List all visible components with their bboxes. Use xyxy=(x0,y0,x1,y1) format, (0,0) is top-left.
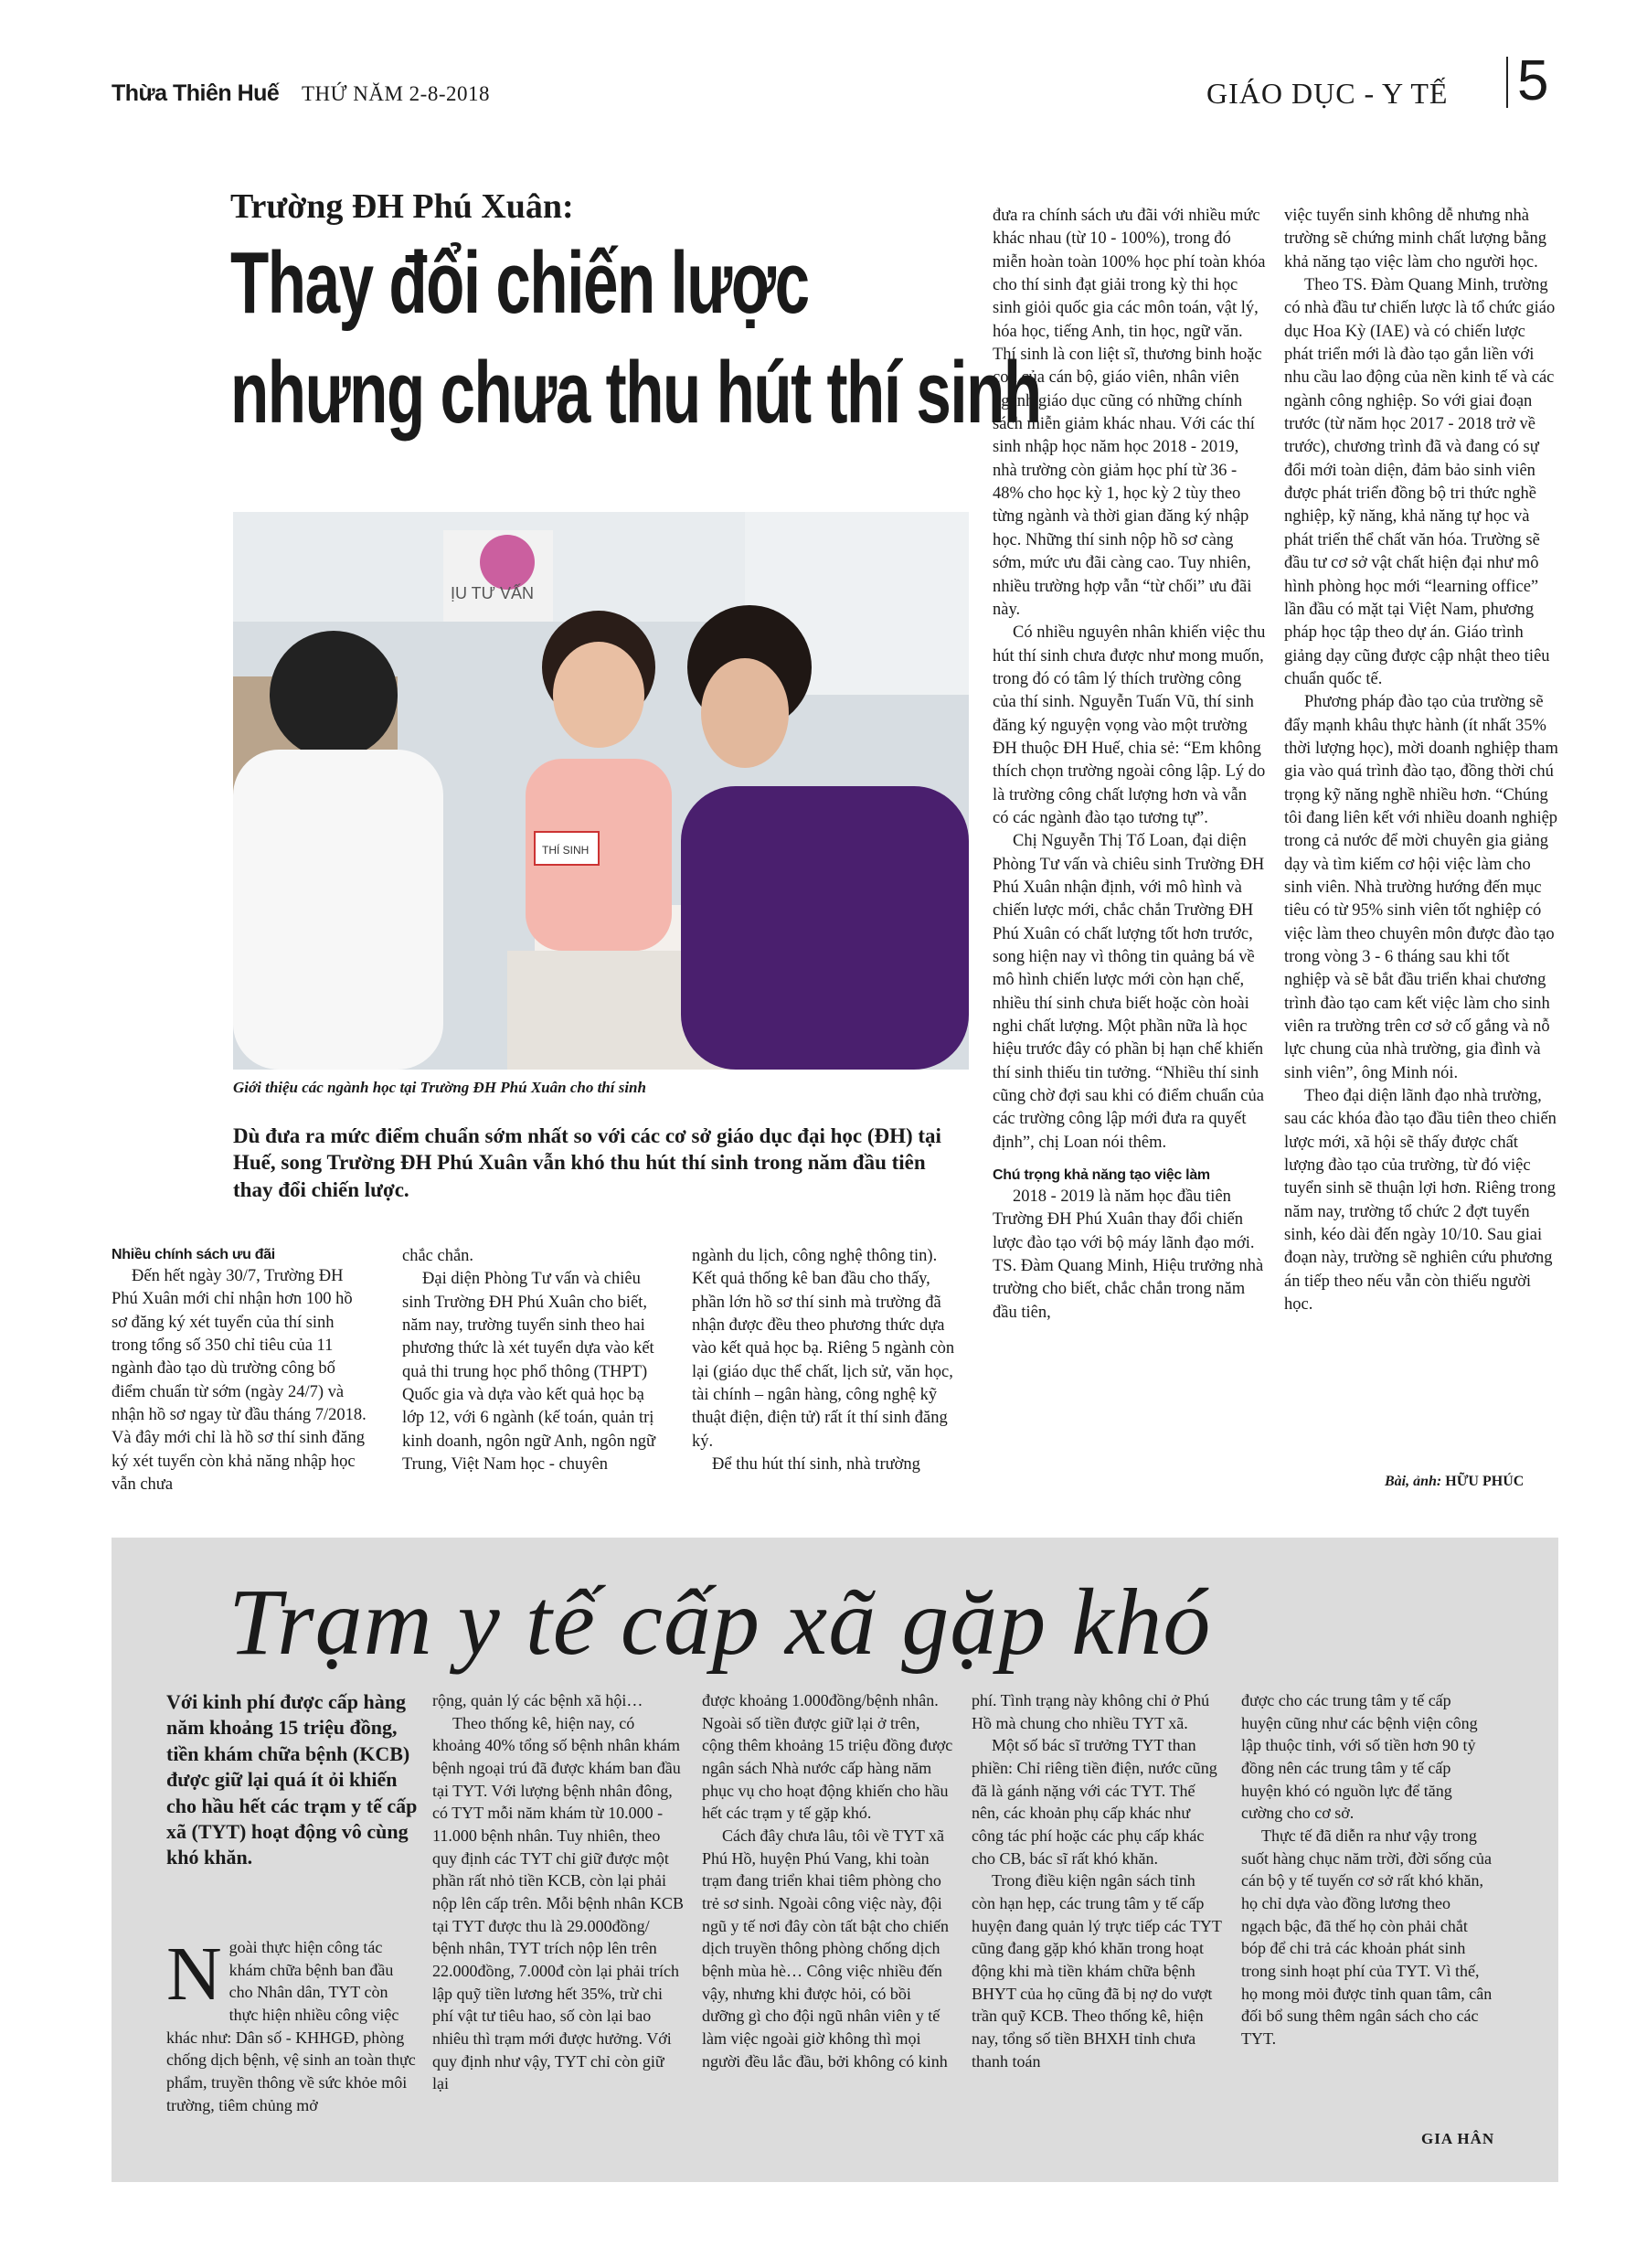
paragraph: Đại diện Phòng Tư vấn và chiêu sinh Trường ĐH Phú Xuân cho biết, năm nay, trường tuyển sinh theo hai phương thức là xét tuyển dựa vào kết quả thi trung học phổ thông (THPT) Quốc gia và dựa vào kết quả học bạ lớp 12, với 6 ngành (kế toán, quản trị kinh doanh, ngôn ngữ Anh, ngôn ngữ Trung, Việt Nam học - chuyên xyxy=(402,1270,655,1475)
article2-title: Trạm y tế cấp xã gặp khó xyxy=(228,1570,1212,1675)
photo-sign-text: THÍ SINH xyxy=(542,844,590,857)
article-lead: Dù đưa ra mức điểm chuẩn sớm nhất so với các cơ sở giáo dục đại học (ĐH) tại Huế, song Trường ĐH Phú Xuân vẫn khó thu hút thí sinh trong năm đầu tiên thay đổi chiến lược. xyxy=(233,1124,941,1201)
byline-author: HỮU PHÚC xyxy=(1445,1474,1525,1489)
article-kicker: Trường ĐH Phú Xuân: xyxy=(230,187,574,226)
paragraph: Đến hết ngày 30/7, Trường ĐH Phú Xuân mới chỉ nhận hơn 100 hồ sơ đăng ký xét tuyển của thí sinh trong tổng số 350 chỉ tiêu của 11 ngành đào tạo dù trường công bố điểm chuẩn từ sớm (ngày 24/7) và nhận hồ sơ ngay từ đầu tháng 7/2018. Và đây mới chỉ là hồ sơ thí sinh đăng ký xét tuyển còn khả năng nhập học vẫn chưa xyxy=(112,1266,367,1494)
paragraph: chắc chắn. xyxy=(402,1247,474,1265)
article2-column-4 xyxy=(972,1689,1223,2072)
issue-date: THỨ NĂM 2-8-2018 xyxy=(302,82,490,105)
paragraph: việc tuyển sinh không dễ nhưng nhà trường sẽ chứng minh chất lượng bằng khả năng tạo việc làm cho người học. xyxy=(1284,207,1547,272)
article2-column-2 xyxy=(432,1689,684,2095)
article-photo xyxy=(233,512,969,1070)
newspaper-name: Thừa Thiên Huế xyxy=(112,80,280,106)
byline-label: Bài, ảnh: xyxy=(1385,1474,1442,1489)
article2-lead: Với kinh phí được cấp hàng năm khoảng 15 triệu đồng, tiền khám chữa bệnh (KCB) được giữ lại quá ít ỏi khiến cho hầu hết các trạm y tế cấp xã (TYT) hoạt động vô cùng khó khăn. xyxy=(166,1690,418,1869)
article2-column-5 xyxy=(1241,1689,1493,2050)
paragraph: Theo thống kê, hiện nay, có khoảng 40% tổng số bệnh nhân khám bệnh ngoại trú đã được khám ban đầu tại TYT. Với lượng bệnh nhân đông, có TYT mỗi năm khám từ 10.000 - 11.000 bệnh nhân. Tuy nhiên, theo quy định các TYT chỉ giữ được một phần rất nhỏ tiền KCB, còn lại phải nộp lên cấp trên. Mỗi bệnh nhân KCB tại TYT được thu là 29.000đồng/ bệnh nhân, TYT trích nộp lên trên 22.000đồng, 7.000đ còn lại phải trích lập quỹ tiền lương hết 35%, trừ chi phí vật tư tiêu hao, số còn lại bao nhiêu thì trạm mới được hưởng. Với quy định như vậy, TYT chỉ còn giữ lại xyxy=(432,1713,684,2093)
paragraph: rộng, quản lý các bệnh xã hội… xyxy=(432,1691,643,1709)
paragraph: được khoảng 1.000đồng/bệnh nhân. Ngoài số tiền được giữ lại ở trên, cộng thêm khoảng 15 triệu đồng được ngân sách Nhà nước cấp hàng năm phục vụ cho hoạt động khiến cho hầu hết các trạm y tế gặp khó. xyxy=(702,1691,953,1823)
paragraph: Để thu hút thí sinh, nhà trường xyxy=(712,1455,920,1475)
section-title: GIÁO DỤC - Y TẾ xyxy=(1206,77,1449,110)
paragraph: goài thực hiện công tác khám chữa bệnh ban đầu cho Nhân dân, TYT còn thực hiện nhiều công việc khác như: Dân số - KHHGĐ, phòng chống dịch bệnh, vệ sinh an toàn thực phẩm, truyền thông về sức khỏe môi trường, tiêm chủng mở xyxy=(166,1938,416,2114)
article1-column-5 xyxy=(1284,205,1558,1317)
paragraph: ngành du lịch, công nghệ thông tin). Kết quả thống kê ban đầu cho thấy, phần lớn hồ sơ thí sinh mà trường đã nhận được đều theo phương thức dựa vào kết quả học bạ. Riêng 5 ngành còn lại (giáo dục thể chất, lịch sử, văn học, tài chính – ngân hàng, công nghệ kỹ thuật điện, điện tử) rất ít thí sinh đăng ký. xyxy=(692,1247,955,1451)
photo-caption: Giới thiệu các ngành học tại Trường ĐH Phú Xuân cho thí sinh xyxy=(233,1079,646,1096)
paragraph: được cho các trung tâm y tế cấp huyện cũng như các bệnh viện công lập thuộc tỉnh, với số tiền hơn 90 tỷ đồng nên các trung tâm y tế cấp huyện khó có nguồn lực để tăng cường cho cơ sở. xyxy=(1241,1691,1478,1823)
paragraph: Theo TS. Đàm Quang Minh, trường có nhà đầu tư chiến lược là tổ chức giáo dục Hoa Kỳ (IAE) và có chiến lược phát triển mới là đào tạo gắn liền với nhu cầu lao động của nền kinh tế và các ngành công nghiệp. So với giai đoạn trước (từ năm học 2017 - 2018 trở về trước), chương trình đã và đang có sự đổi mới toàn diện, đảm bảo sinh viên được phát triển đồng bộ tri thức nghề nghiệp, kỹ năng, khả năng tự học và phát triển thể chất văn hóa. Trường sẽ đầu tư cơ sở vật chất hiện đại như mô hình phòng học mới “learning office” lần đầu có mặt tại Việt Nam, phương pháp học tập theo dự án. Giáo trình giảng dạy cũng được cập nhật theo tiêu chuẩn quốc tế. xyxy=(1284,276,1556,688)
headline-line-1: Thay đổi chiến lược xyxy=(230,234,809,332)
paragraph: phí. Tình trạng này không chỉ ở Phú Hồ mà chung cho nhiều TYT xã. xyxy=(972,1691,1210,1732)
paragraph: Trong điều kiện ngân sách tỉnh còn hạn hẹp, các trung tâm y tế cấp huyện đang quản lý trực tiếp các TYT cũng đang gặp khó khăn trong hoạt động khi mà tiền khám chữa bệnh BHYT của họ cũng đã bị nợ do vượt trần quỹ KCB. Theo thống kê, hiện nay, tổng số tiền BHXH tỉnh chưa thanh toán xyxy=(972,1871,1222,2071)
headline-line-2: nhưng chưa thu hút thí sinh xyxy=(230,344,1041,442)
paragraph: Một số bác sĩ trưởng TYT than phiền: Chỉ riêng tiền điện, nước cũng đã là gánh nặng với các TYT. Thế nên, các khoản phụ cấp khác như công tác phí hoặc các phụ cấp khác cho CB, bác sĩ rất khó khăn. xyxy=(972,1736,1217,1868)
header-divider xyxy=(1506,57,1508,108)
paragraph: Theo đại diện lãnh đạo nhà trường, sau các khóa đào tạo đầu tiên theo chiến lược mới, xã hội sẽ thấy được chất lượng đào tạo của trường, từ đó việc tuyển sinh sẽ thuận lợi hơn. Riêng trong năm nay, trường tổ chức 2 đợt tuyển sinh, kéo dài đến ngày 10/10. Sau giai đoạn này, trường sẽ nghiên cứu phương án tiếp theo nếu vẫn còn thiếu người học. xyxy=(1284,1087,1557,1315)
paragraph: Thực tế đã diễn ra như vậy trong suốt hàng chục năm trời, đời sống của cán bộ y tế tuyến cơ sở rất khó khăn, họ chỉ dựa vào đồng lương theo ngạch bậc, đã thế họ còn phải chắt bóp để chi trả các khoản phát sinh trong sinh hoạt phí của TYT. Vì thế, họ mong mỏi được tỉnh quan tâm, cân đối bổ sung thêm ngân sách cho các TYT. xyxy=(1241,1826,1493,2048)
section-heading: Chú trọng khả năng tạo việc làm xyxy=(993,1167,1210,1184)
page-number: 5 xyxy=(1517,49,1549,112)
article1-byline xyxy=(1385,1474,1524,1490)
article1-column-3 xyxy=(692,1245,957,1476)
article2-column-1 xyxy=(166,1932,418,2116)
drop-cap: N xyxy=(166,1932,222,2017)
article1-column-4 xyxy=(993,205,1267,1325)
section-heading: Nhiều chính sách ưu đãi xyxy=(112,1247,275,1262)
article1-column-2 xyxy=(402,1245,660,1476)
paragraph: Phương pháp đào tạo của trường sẽ đẩy mạnh khâu thực hành (ít nhất 35% thời lượng học), mời doanh nghiệp tham gia vào quá trình đào tạo, đồng thời chú trọng kỹ năng nghề nhiều hơn. “Chúng tôi đang liên kết với nhiều doanh nghiệp trong cả nước để mời chuyên gia giảng dạy và tìm kiếm cơ hội việc làm cho sinh viên. Nhà trường hướng đến mục tiêu có từ 95% sinh viên tốt nghiệp có việc làm theo chuyên môn được đào tạo trong vòng 3 - 6 tháng sau khi tốt nghiệp và sẽ bắt đầu triển khai chương trình đào tạo cam kết việc làm cho sinh viên ra trường trên cơ sở cố gắng và nỗ lực chung của nhà trường, gia đình và sinh viên”, ông Minh nói. xyxy=(1284,693,1558,1082)
paragraph: Có nhiều nguyên nhân khiến việc thu hút thí sinh chưa được như mong muốn, trong đó có tâm lý thích trường công của thí sinh. Nguyễn Tuấn Vũ, thí sinh đăng ký nguyện vọng vào một trường ĐH thuộc ĐH Huế, chia sẻ: “Em không thích chọn trường ngoài công lập. Lý do là trường công chất lượng hơn và vẫn có các ngành đào tạo tương tự”. xyxy=(993,623,1266,827)
article2-byline: GIA HÂN xyxy=(1421,2130,1495,2147)
paragraph: đưa ra chính sách ưu đãi với nhiều mức khác nhau (từ 10 - 100%), trong đó miễn hoàn toàn 100% học phí toàn khóa cho thí sinh đạt giải trong kỳ thi học sinh giỏi quốc gia các môn toán, vật lý, hóa học, tiếng Anh, tin học, ngữ văn. Thí sinh là con liệt sĩ, thương binh hoặc con của cán bộ, giáo viên, nhân viên ngành giáo dục cũng có những chính sách miễn giảm khác nhau. Với các thí sinh nhập học năm học 2018 - 2019, nhà trường còn giảm học phí từ 36 - 48% cho học kỳ 1, học kỳ 2 tùy theo từng ngành và thời gian đăng ký nhập học. Những thí sinh nộp hồ sơ càng sớm, mức ưu đãi càng cao. Tuy nhiên, nhiều trường hợp vẫn “từ chối” ưu đãi này. xyxy=(993,207,1266,619)
photo-illustration xyxy=(233,512,969,1070)
article2-column-3 xyxy=(702,1689,953,2072)
paragraph: Chị Nguyễn Thị Tố Loan, đại diện Phòng Tư vấn và chiêu sinh Trường ĐH Phú Xuân nhận định, với mô hình và chiến lược mới, chắc chắn Trường ĐH Phú Xuân có chất lượng tốt hơn trước, song hiện nay vì thông tin quảng bá về mô hình chiến lược mới còn hạn chế, nhiều thí sinh chưa biết hoặc còn hoài nghi chất lượng. Một phần nữa là học hiệu trước đây có phần bị hạn chế khiến thí sinh thiếu tin tưởng. “Nhiều thí sinh cũng chờ đợi sau khi có điểm chuẩn của các trường công lập mới đưa ra quyết định”, chị Loan nói thêm. xyxy=(993,832,1265,1152)
paragraph: Cách đây chưa lâu, tôi về TYT xã Phú Hồ, huyện Phú Vang, khi toàn trạm đang triển khai tiêm phòng cho trẻ sơ sinh. Ngoài công việc này, đội ngũ y tế nơi đây còn tất bật cho chiến dịch truyền thông phòng chống dịch bệnh mùa hè… Công việc nhiều đến vậy, nhưng khi được hỏi, có bồi dưỡng gì cho đội ngũ nhân viên y tế làm việc ngoài giờ không thì mọi người đều lắc đầu, bởi không có kinh xyxy=(702,1826,949,2071)
article1-column-1 xyxy=(112,1245,369,1496)
photo-banner-text: ỊU TƯ VẤN xyxy=(451,584,535,602)
paragraph: 2018 - 2019 là năm học đầu tiên Trường ĐH Phú Xuân thay đổi chiến lược đào tạo với bộ máy lãnh đạo mới. TS. Đàm Quang Minh, Hiệu trưởng nhà trường cho biết, chắc chắn trong năm đầu tiên, xyxy=(993,1187,1264,1322)
